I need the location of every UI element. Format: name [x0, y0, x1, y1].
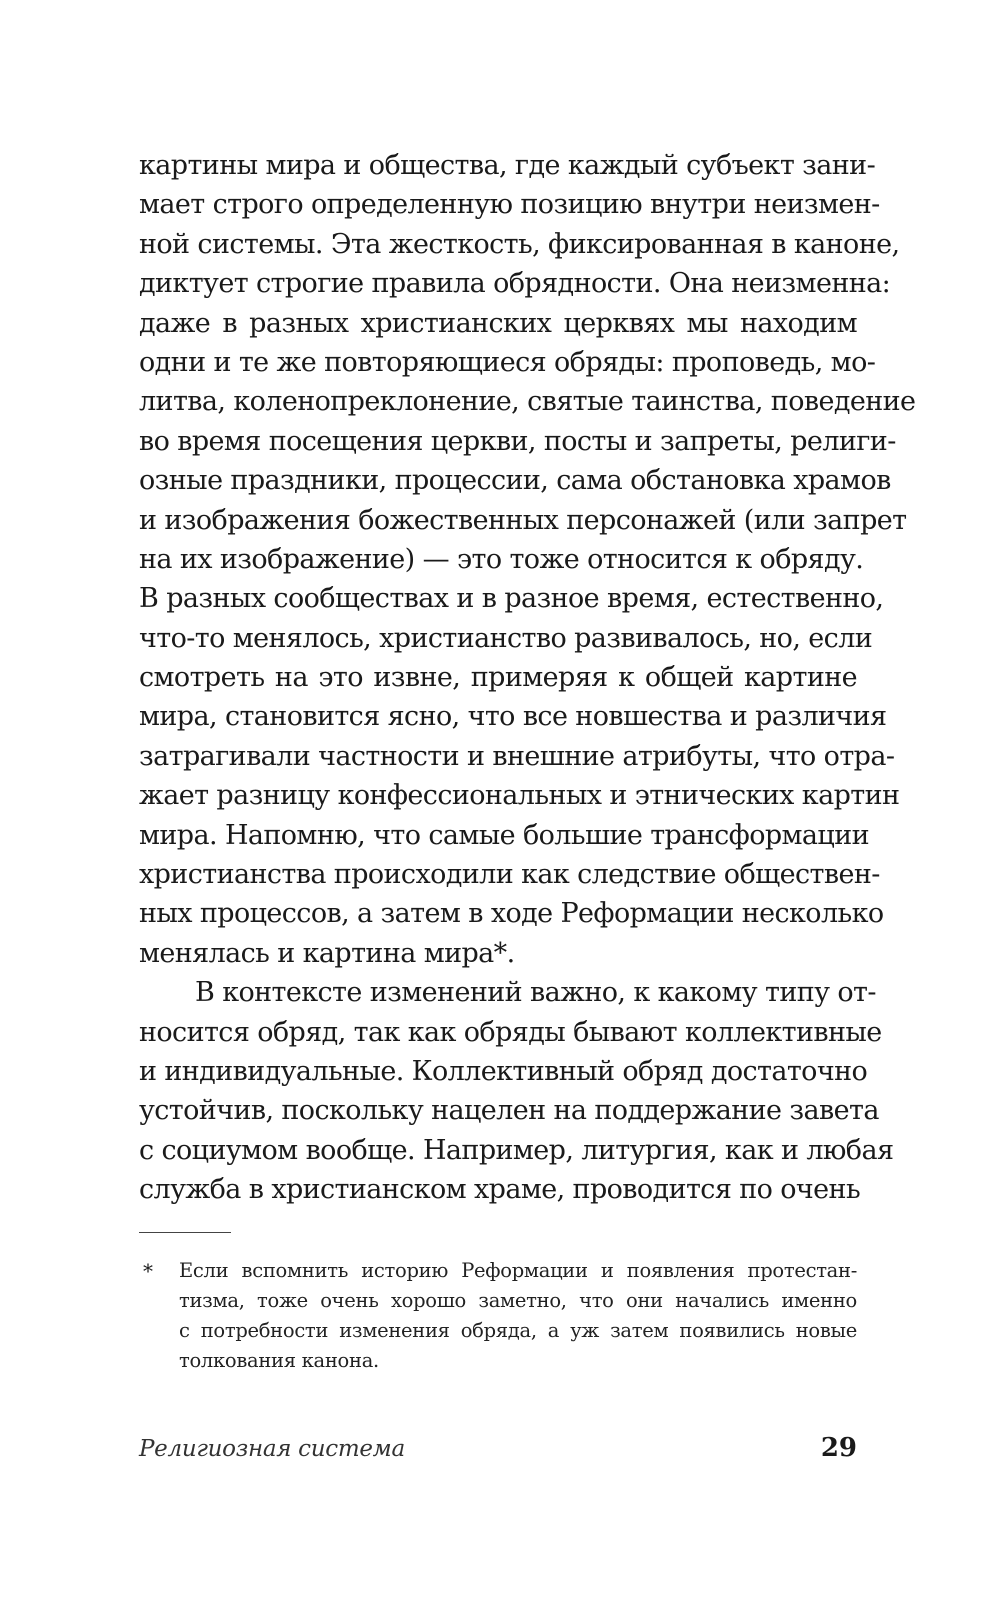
text-line: что-то менялось, христианство развивалось, но, если [139, 622, 873, 654]
text-line: литва, коленопреклонение, святые таинства, поведение [139, 386, 916, 418]
text-line: носится обряд, так как обряды бывают коллективные [139, 1016, 882, 1048]
footnote-line: с потребности изменения обряда, а уж затем появились новые [179, 1319, 857, 1342]
text-line: одни и те же повторяющиеся обряды: проповедь, мо- [139, 346, 876, 378]
text-line: и индивидуальные. Коллективный обряд достаточно [139, 1055, 868, 1087]
text-line: затрагивали частности и внешние атрибуты, что отра- [139, 740, 895, 772]
text-line: ной системы. Эта жесткость, фиксированная в каноне, [139, 228, 900, 260]
footnote-divider [139, 1232, 231, 1233]
text-line: ных процессов, а затем в ходе Реформации несколько [139, 898, 884, 930]
text-line: менялась и картина мира*. [139, 937, 515, 969]
text-line: мира. Напомню, что самые большие трансформации [139, 819, 869, 851]
footnote-line: толкования канона. [179, 1349, 379, 1372]
text-line: диктует строгие правила обрядности. Она неизменна: [139, 268, 891, 300]
page-number: 29 [820, 1433, 857, 1463]
text-line: В разных сообществах и в разное время, естественно, [139, 583, 884, 615]
text-line: христианства происходили как следствие обществен- [139, 859, 880, 891]
footnote-marker: * [143, 1259, 153, 1283]
text-line: мира, становится ясно, что все новшества и различия [139, 701, 887, 733]
text-line: на их изображение) — это тоже относится к обряду. [139, 543, 864, 575]
footnote-body [179, 1256, 857, 1376]
text-line: картины мира и общества, где каждый субъект зани- [139, 150, 876, 181]
text-line: во время посещения церкви, посты и запреты, религи- [139, 425, 896, 457]
text-line: и изображения божественных персонажей (или запрет [139, 504, 907, 536]
text-line: даже в разных христианских церквях мы находим [139, 307, 857, 339]
body-text [139, 146, 916, 1210]
text-line: мает строго определенную позицию внутри неизмен- [139, 189, 880, 221]
text-line: озные праздники, процессии, сама обстановка храмов [139, 465, 891, 497]
running-title: Религиозная система [139, 1436, 405, 1462]
text-line: устойчив, поскольку нацелен на поддержание завета [139, 1095, 879, 1127]
footnote-line: тизма, тоже очень хорошо заметно, что они начались именно [179, 1289, 857, 1312]
text-line: служба в христианском храме, проводится по очень [139, 1174, 861, 1206]
text-line: с социумом вообще. Например, литургия, как и любая [139, 1134, 894, 1166]
footnote-line: Если вспомнить историю Реформации и появления протестан- [179, 1259, 857, 1282]
text-line: смотреть на это извне, примеряя к общей картине [139, 662, 857, 694]
text-line: жает разницу конфессиональных и этнических картин [139, 780, 900, 812]
text-line: В контексте изменений важно, к какому типу от- [195, 977, 876, 1009]
